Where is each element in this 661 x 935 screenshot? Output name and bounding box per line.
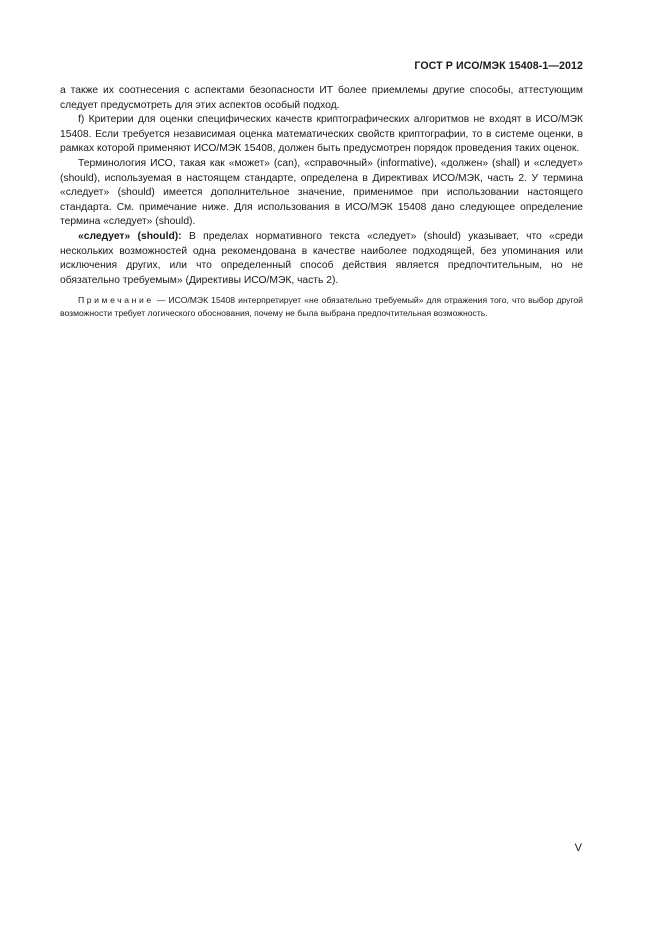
standard-code-header: ГОСТ Р ИСО/МЭК 15408-1—2012 (414, 60, 583, 72)
paragraph-terminology: Терминология ИСО, такая как «может» (can), «справочный» (informative), «должен» (shall) и «следует» (should), используемая в настоящем стандарте, определена в Директивах ИСО/МЭК, часть 2. У термина «следует» (should) имеется дополнительное значение, применимое при использовании настоящего стандарта. См. примечание ниже. Для использования в ИСО/МЭК 15408 дано следующее определение термина «следует» (should). (60, 157, 583, 228)
definition-text: В пределах нормативного текста «следует» (should) указывает, что «среди нескольких возможностей одна рекомендована в качестве наиболее подходящей, без упоминания или исключения других, или что определенный способ действия является предпочтительным, но не обязательно требуемым» (Директивы ИСО/МЭК, часть 2). (60, 230, 584, 286)
paragraph-continuation: а также их соотнесения с аспектами безопасности ИТ более приемлемы другие способы, аттестующим следует предусмотреть для этих аспектов особый подход. (60, 85, 583, 111)
note-label: Примечание (78, 295, 154, 306)
paragraph-criteria-f: f) Критерии для оценки специфических качеств криптографических алгоритмов не входят в ИСО/МЭК 15408. Если требуется независимая оценка математических свойств криптографии, то в системе оценки, в рамках которой применяют ИСО/МЭК 15408, должен быть предусмотрен порядок проведения таких оценок. (60, 114, 583, 155)
paragraph-should-definition (60, 230, 583, 288)
term-should: «следует» (should): (78, 230, 182, 242)
page-number: V (574, 842, 582, 854)
document-body (60, 84, 583, 319)
note-text: — ИСО/МЭК 15408 интерпретирует «не обязательно требуемый» для отражения того, что выбор другой возможности требует логического обоснования, почему не была выбрана предпочтительная возможность. (60, 295, 583, 318)
note-paragraph (60, 294, 583, 318)
